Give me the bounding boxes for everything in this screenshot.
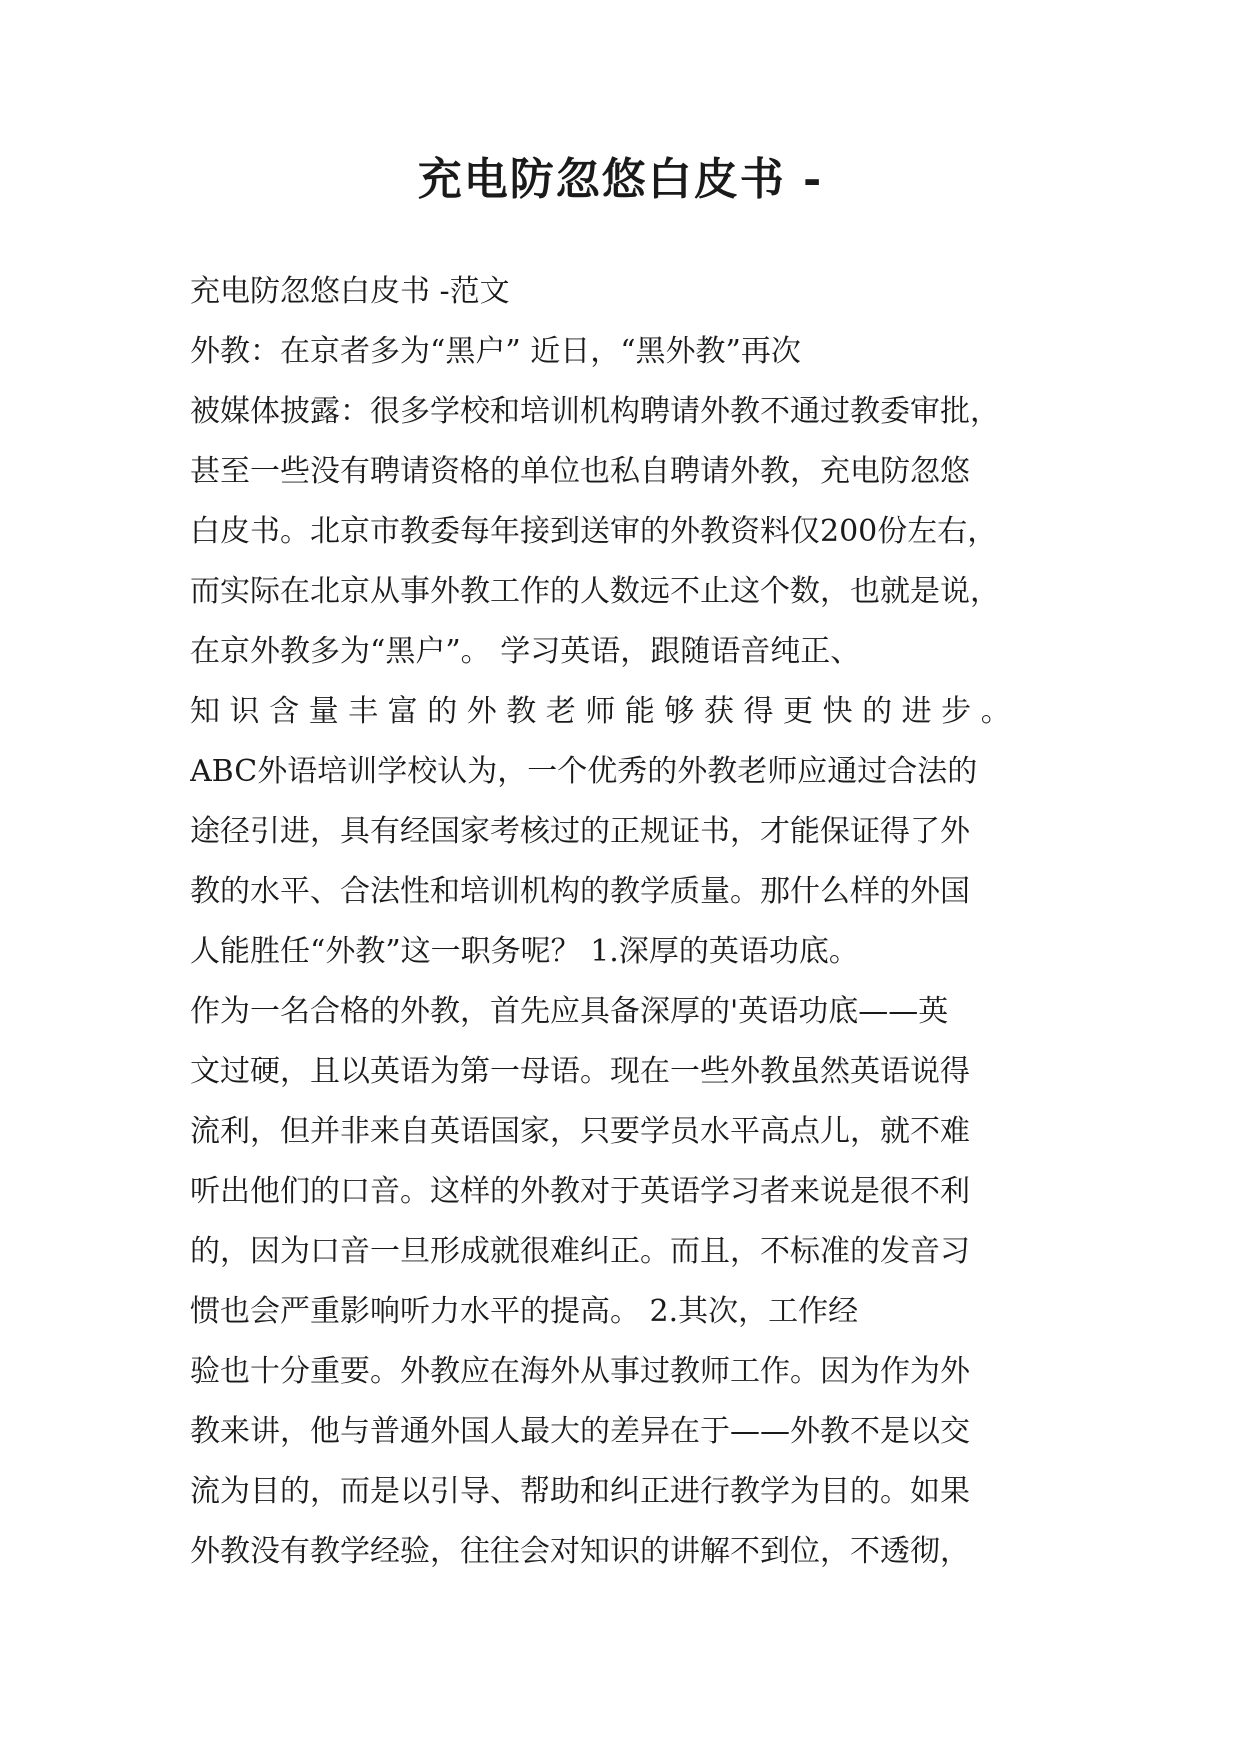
body-line: 人能胜任“外教”这一职务呢？ 1.深厚的英语功底。 — [190, 934, 859, 969]
document-body — [190, 262, 1050, 1582]
body-line: 验也十分重要。外教应在海外从事过教师工作。因为作为外 — [190, 1354, 970, 1389]
body-line: 的，因为口音一旦形成就很难纠正。而且，不标准的发音习 — [190, 1234, 970, 1269]
body-line: 途径引进，具有经国家考核过的正规证书，才能保证得了外 — [190, 814, 970, 849]
document-title: 充电防忽悠白皮书 - — [417, 154, 824, 205]
body-line: 教的水平、合法性和培训机构的教学质量。那什么样的外国 — [190, 874, 970, 909]
body-line: 文过硬，且以英语为第一母语。现在一些外教虽然英语说得 — [190, 1054, 970, 1089]
body-line: 流为目的，而是以引导、帮助和纠正进行教学为目的。如果 — [190, 1474, 970, 1509]
body-line: 充电防忽悠白皮书 -范文 — [190, 274, 510, 309]
body-line: 作为一名合格的外教，首先应具备深厚的'英语功底——英 — [190, 994, 949, 1029]
body-line: 教来讲，他与普通外国人最大的差异在于——外教不是以交 — [190, 1414, 970, 1449]
body-line: 听出他们的口音。这样的外教对于英语学习者来说是很不利 — [190, 1174, 970, 1209]
body-line: 知 识 含 量 丰 富 的 外 教 老 师 能 够 获 得 更 快 的 进 步 。 — [190, 694, 1011, 729]
body-line: ABC外语培训学校认为，一个优秀的外教老师应通过合法的 — [190, 754, 978, 789]
body-line: 在京外教多为“黑户”。 学习英语，跟随语音纯正、 — [190, 634, 861, 669]
body-line: 而实际在北京从事外教工作的人数远不止这个数，也就是说， — [190, 574, 1000, 609]
body-line: 流利，但并非来自英语国家，只要学员水平高点儿，就不难 — [190, 1114, 970, 1149]
body-line: 白皮书。北京市教委每年接到送审的外教资料仅200份左右， — [190, 514, 998, 549]
body-line: 外教：在京者多为“黑户” 近日，“黑外教”再次 — [190, 334, 801, 369]
body-line: 惯也会严重影响听力水平的提高。 2.其次，工作经 — [190, 1294, 859, 1329]
body-line: 被媒体披露：很多学校和培训机构聘请外教不通过教委审批， — [190, 394, 1000, 429]
body-line: 甚至一些没有聘请资格的单位也私自聘请外教，充电防忽悠 — [190, 454, 970, 489]
body-line: 外教没有教学经验，往往会对知识的讲解不到位，不透彻， — [190, 1534, 970, 1569]
